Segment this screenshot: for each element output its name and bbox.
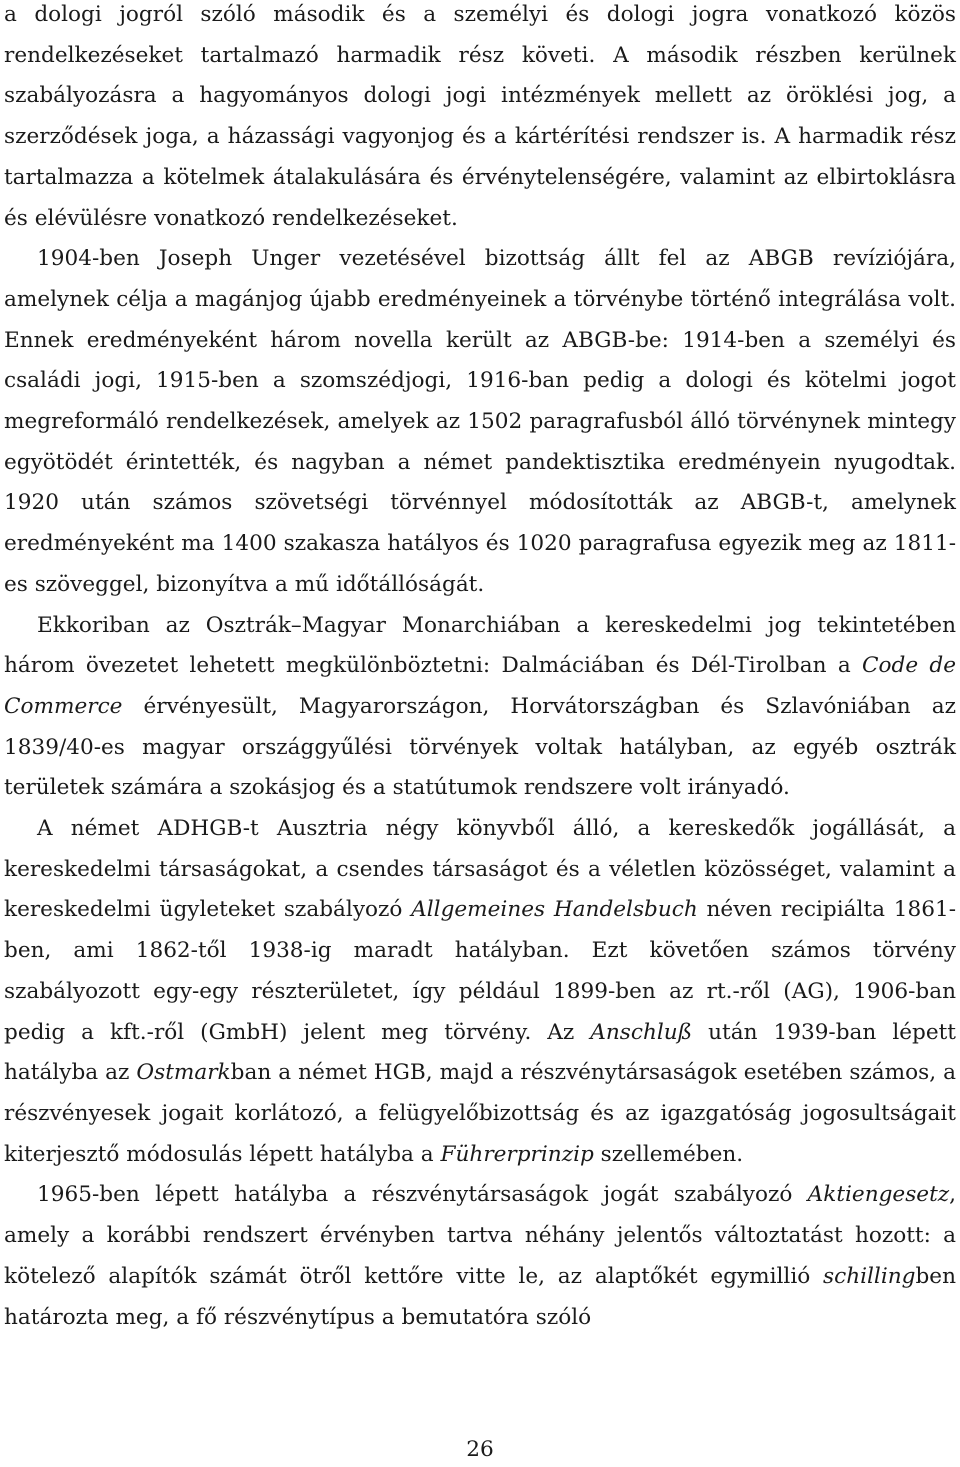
page-number: 26 (466, 1437, 494, 1462)
italic-term-fuhrerprinzip: Führerprinzip (440, 1141, 594, 1167)
paragraph-abgb-structure (4, 0, 956, 239)
text-run: szellemében. (593, 1141, 744, 1167)
italic-term-allgemeines-handelsbuch: Allgemeines Handelsbuch (411, 897, 698, 923)
text-run: 1965-ben lépett hatályba a részvénytársaságok jogát szabályozó (37, 1182, 808, 1208)
text-run: Ekkoriban az Osztrák–Magyar Monarchiában a kereskedelmi jog tekintetében három övezetet lehetett megkülönböztetni: Dalmáciában és Dél-Tirolban a (4, 612, 956, 679)
italic-term-ostmark: Ostmark (136, 1060, 231, 1086)
text-run: A német ADHGB-t Ausztria négy könyvből álló, a kereskedők jogállását, a kereskedelmi társaságokat, a csendes társaságot és a véletlen közösséget, valamint a kereskedelmi ügyleteket szabályozó (4, 816, 956, 923)
text-run: , amely a korábbi rendszert érvényben tartva néhány jelentős változtatást hozott: a kötelező alapítók számát ötről kettőre vitte le, az alaptőkét egymillió (4, 1182, 956, 1289)
text-run: néven recipiálta 1861-ben, ami 1862-től 1938-ig maradt hatályban. Ezt követően számos törvény szabályozott egy-egy részterületet, így például 1899-ben az rt.-ről (AG), 1906-ban pedig a kft.-ről (GmbH) jelent meg törvény. Az (4, 897, 956, 1045)
text-run: a dologi jogról szóló második és a személyi és dologi jogra vonatkozó közös rendelkezéseket tartalmazó harmadik rész követi. A második részben kerülnek szabályozásra a hagyományos dologi jogi intézmények mellett az öröklési jog, a szerződések joga, a házassági vagyonjog és a kártérítési rendszer is. A harmadik rész tartalmazza a kötelmek átalakulására és érvénytelenségére, valamint az elbirtoklásra és elévülésre vonatkozó rendelkezéseket. (4, 2, 956, 231)
text-run: ben határozta meg, a fő részvénytípus a bemutatóra szóló (4, 1263, 956, 1330)
text-run: után 1939-ban lépett hatályba az (4, 1019, 956, 1086)
text-run: ban a német HGB, majd a részvénytársaságok esetében számos, a részvényesek jogait korlátozó, a felügyelőbizottság és az igazgatóság jogosultságait kiterjesztő módosulás lépett hatályba a (4, 1060, 956, 1167)
text-run: érvényesült, Magyarországon, Horvátországban és Szlavóniában az 1839/40-es magyar országgyűlési törvények voltak hatályban, az egyéb osztrák területek számára a szokásjog és a statútumok rendszere volt irányadó. (4, 693, 956, 801)
paragraph-adhgb-reception (4, 809, 956, 1175)
paragraph-aktiengesetz (4, 1175, 956, 1338)
italic-term-code-de-commerce: Code de Commerce (4, 653, 957, 719)
italic-term-anschluss: Anschluß (590, 1019, 693, 1045)
italic-term-aktiengesetz: Aktiengesetz (807, 1182, 950, 1208)
paragraph-commercial-law-zones (4, 606, 956, 810)
italic-term-schilling: schilling (823, 1263, 916, 1289)
paragraph-abgb-revision (4, 239, 956, 605)
text-run: 1904-ben Joseph Unger vezetésével bizottság állt fel az ABGB revíziójára, amelynek célja a magánjog újabb eredményeinek a törvénybe történő integrálása volt. Ennek eredményeként három novella került az ABGB-be: 1914-ben a személyi és családi jogi, 1915-ben a szomszédjogi, 1916-ban pedig a dologi és kötelmi jogot megreformáló rendelkezések, amelyek az 1502 paragrafusból álló törvénynek mintegy egyötödét érintették, és nagyban a német pandektisztika eredményein nyugodtak. 1920 után számos szövetségi törvénnyel módosították az ABGB-t, amelynek eredményeként ma 1400 szakasza hatályos és 1020 paragrafusa egyezik meg az 1811-es szöveggel, bizonyítva a mű időtállóságát. (4, 246, 956, 597)
